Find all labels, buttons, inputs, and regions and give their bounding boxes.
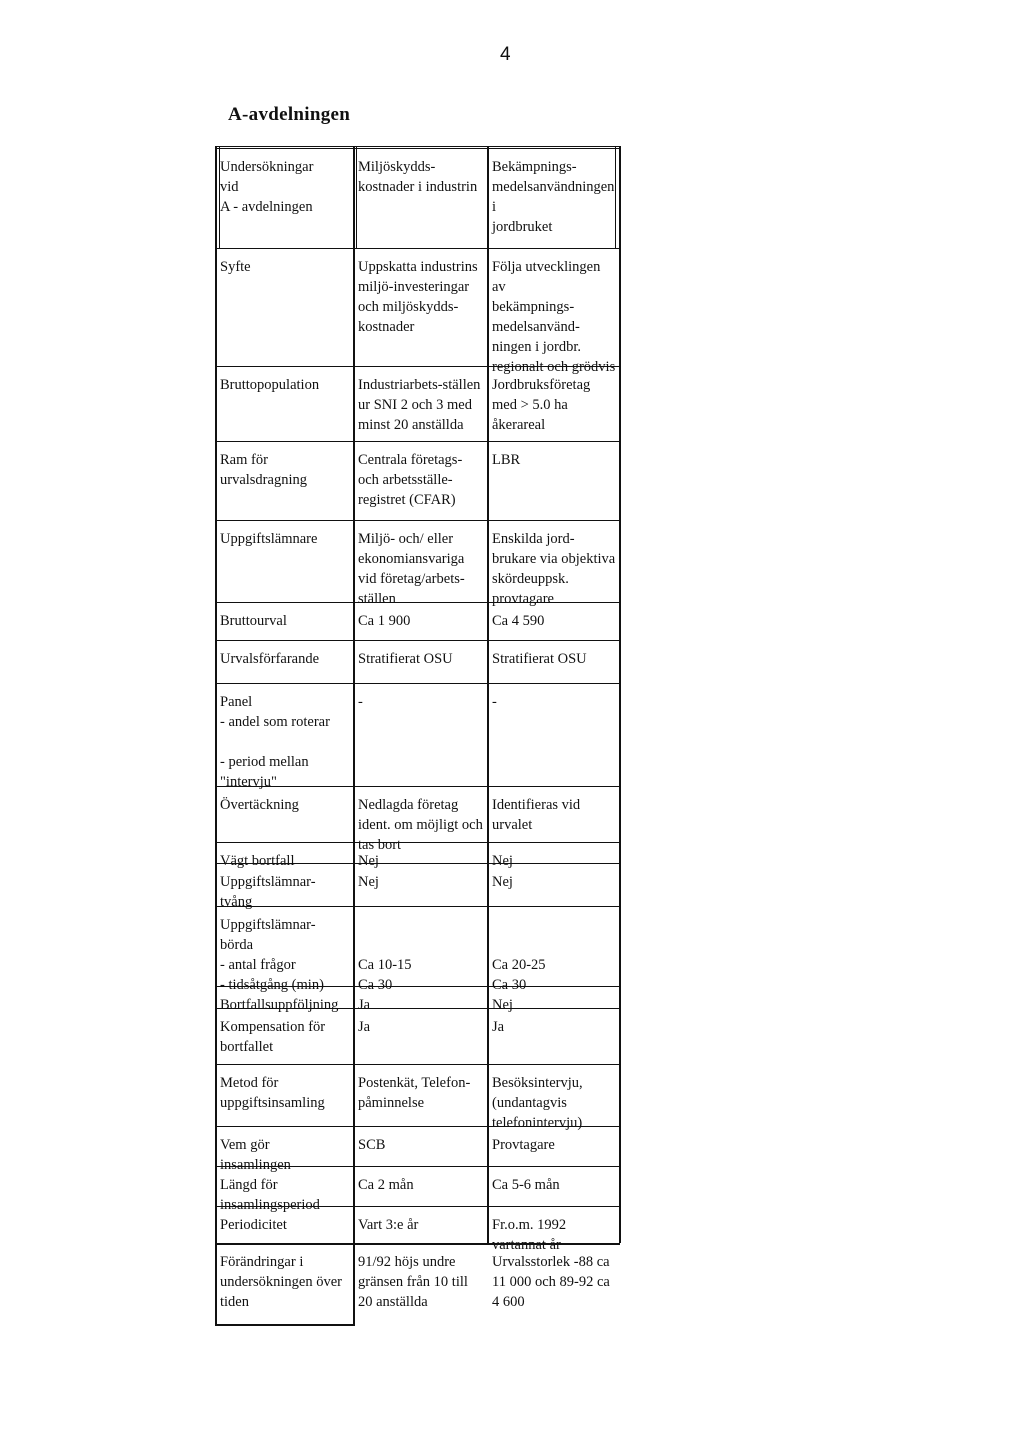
row-label: Syfte	[220, 259, 251, 275]
table-row-urvalsforfarande	[215, 640, 620, 683]
row-label: Förändringar i undersökningen över tiden	[220, 1254, 343, 1310]
row-label: Uppgiftslämnare	[220, 531, 318, 547]
table-row-uppgiftslamnarborda	[215, 906, 620, 993]
table-row-bruttopopulation	[215, 366, 620, 441]
row-label: Uppgiftslämnar- tvång	[220, 874, 316, 910]
column-divider-1-double	[356, 146, 357, 248]
table-row-bruttourval	[215, 602, 620, 640]
header-industry-costs: Miljöskydds- kostnader i industrin	[358, 159, 478, 195]
table-row-bortfallsuppfoljning	[215, 986, 620, 1013]
table-row-vagt-bortfall	[215, 842, 620, 869]
row-label: Panel - andel som roterar - period mellan "intervju"	[220, 694, 330, 790]
industry-value: Nedlagda företag ident. om möjligt och tas bort	[358, 797, 483, 853]
column-divider-1	[353, 146, 355, 1324]
section-heading: A-avdelningen	[228, 104, 351, 125]
row-label: Vägt bortfall	[220, 853, 295, 869]
industry-value: Nej	[358, 874, 379, 890]
agriculture-value: Nej	[492, 874, 513, 890]
industry-value: Postenkät, Telefon- påminnelse	[358, 1075, 471, 1111]
industry-value: Ja	[358, 997, 371, 1013]
agriculture-value: Ja	[492, 1019, 505, 1035]
industry-value: Miljö- och/ eller ekonomiansvariga vid företag/arbets- ställen	[358, 531, 465, 607]
agriculture-value: Identifieras vid urvalet	[492, 797, 581, 833]
row-label: Bortfallsuppföljning	[220, 997, 339, 1013]
industry-value: Stratifierat OSU	[358, 651, 453, 667]
agriculture-value: Stratifierat OSU	[492, 651, 587, 667]
table-header-row	[215, 146, 620, 248]
industry-value: Ca 1 900	[358, 613, 411, 629]
row-label: Uppgiftslämnar- börda - antal frågor - tidsåtgång (min)	[220, 917, 324, 993]
table-row-kompensation	[215, 1008, 620, 1064]
agriculture-value: Ca 20-25 Ca 30	[492, 957, 546, 993]
row-label: Urvalsförfarande	[220, 651, 320, 667]
row-label: Periodicitet	[220, 1217, 287, 1233]
table-row-uppgiftslamnare	[215, 520, 620, 607]
table-row-metod	[215, 1064, 620, 1131]
table-right-border	[619, 146, 621, 1243]
industry-value: Ca 2 mån	[358, 1177, 414, 1193]
table-row-overtackning	[215, 786, 620, 853]
row-label: Kompensation för bortfallet	[220, 1019, 326, 1055]
agriculture-value: Nej	[492, 853, 513, 869]
row-label: Längd för insamlingsperiod	[220, 1177, 320, 1213]
table-row-langd-insamlingsperiod	[215, 1166, 620, 1213]
table-row-periodicitet	[215, 1206, 620, 1253]
header-survey: Undersökningar vid A - avdelningen	[220, 159, 314, 215]
agriculture-value: Enskilda jord- brukare via objektiva skördeuppsk. provtagare	[492, 531, 616, 607]
agriculture-value: Besöksintervju, (undantagvis telefonintervju)	[492, 1075, 583, 1131]
agriculture-value: LBR	[492, 452, 521, 468]
table-bottom-border	[215, 1243, 620, 1245]
table-foot-border	[215, 1324, 355, 1326]
table-row-panel	[215, 683, 620, 790]
header-pesticide-use: Bekämpnings- medelsanvändningen i jordbruket	[492, 159, 615, 235]
industry-value: 91/92 höjs undre gränsen från 10 till 20 anställda	[358, 1254, 468, 1310]
row-label: Bruttourval	[220, 613, 287, 629]
row-label: Vem gör insamlingen	[220, 1137, 291, 1173]
table-row-uppgiftslamnartvang	[215, 863, 620, 910]
industry-value: Nej	[358, 853, 379, 869]
column-divider-2	[487, 146, 489, 1243]
table-left-double-border	[219, 146, 220, 248]
industry-value: Vart 3:e år	[358, 1217, 419, 1233]
row-label: Ram för urvalsdragning	[220, 452, 307, 488]
industry-value: SCB	[358, 1137, 386, 1153]
table-right-double-border	[615, 146, 616, 248]
row-label: Metod för uppgiftsinsamling	[220, 1075, 325, 1111]
agriculture-value: Nej	[492, 997, 513, 1013]
industry-value: Centrala företags- och arbetsställe- registret (CFAR)	[358, 452, 463, 508]
page-number: 4	[500, 44, 511, 65]
row-label: Bruttopopulation	[220, 377, 320, 393]
agriculture-value: -	[492, 694, 497, 710]
industry-value: -	[358, 694, 363, 710]
industry-value: Uppskatta industrins miljö-investeringar och miljöskydds- kostnader	[358, 259, 478, 335]
agriculture-value: Ca 5-6 mån	[492, 1177, 560, 1193]
industry-value: Ca 10-15 Ca 30	[358, 957, 412, 993]
agriculture-value: Provtagare	[492, 1137, 555, 1153]
agriculture-value: Urvalsstorlek -88 ca 11 000 och 89-92 ca 4 600	[492, 1254, 610, 1310]
agriculture-value: Fr.o.m. 1992 vartannat år	[492, 1217, 567, 1253]
row-label: Övertäckning	[220, 797, 299, 813]
industry-value: Industriarbets-ställen ur SNI 2 och 3 med minst 20 anställda	[358, 377, 481, 433]
industry-value: Ja	[358, 1019, 371, 1035]
table-row-syfte	[215, 248, 620, 375]
table-row-forandringar	[215, 1243, 620, 1324]
table-row-vem-gor-insamlingen	[215, 1126, 620, 1173]
agriculture-value: Jordbruksföretag med > 5.0 ha åkerareal	[492, 377, 591, 433]
agriculture-value: Följa utvecklingen av bekämpnings- medelsanvänd- ningen i jordbr. regionalt och grödvis	[492, 259, 616, 375]
table-left-border	[215, 146, 217, 1324]
table-row-ram-for-urvalsdragning	[215, 441, 620, 520]
agriculture-value: Ca 4 590	[492, 613, 545, 629]
